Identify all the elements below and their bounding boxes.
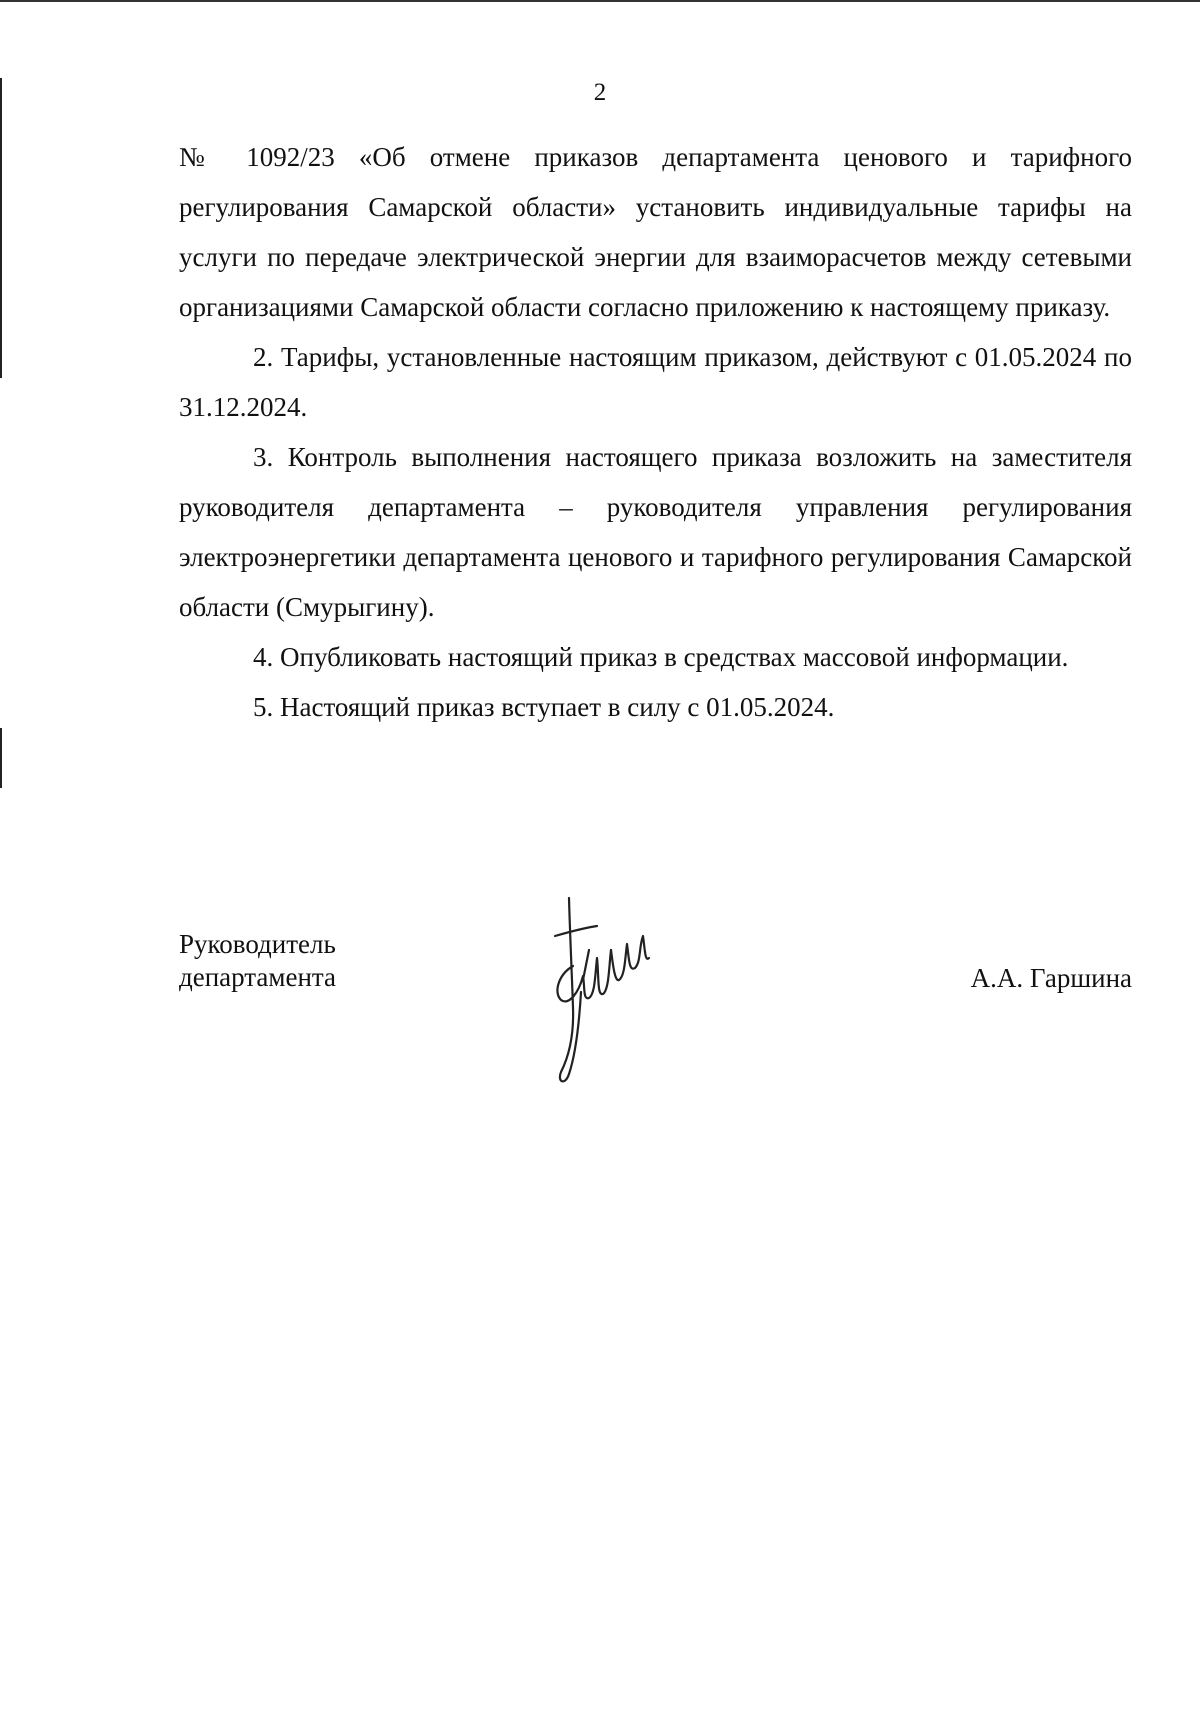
- paragraph-item-3: 3. Контроль выполнения настоящего приказа возложить на заместителя руководителя департамента – руководителя управления регулирования электроэнергетики департамента ценового и тарифного регулирования Самарской области (Смурыгину).: [179, 442, 1132, 622]
- paragraph-item-2: 2. Тарифы, установленные настоящим приказом, действуют с 01.05.2024 по 31.12.2024.: [179, 342, 1132, 422]
- paragraph-continuation: № 1092/23 «Об отмене приказов департамента ценового и тарифного регулирования Самарской области» установить индивидуальные тарифы на услуги по передаче электрической энергии для взаиморасчетов между сетевыми организациями Самарской области согласно приложению к настоящему приказу.: [179, 142, 1132, 322]
- paragraph-item-4: 4. Опубликовать настоящий приказ в средствах массовой информации.: [253, 642, 1069, 672]
- document-body: [179, 132, 1132, 732]
- signer-name: А.А. Гаршина: [970, 963, 1132, 993]
- page-number: 2: [593, 79, 607, 106]
- signer-position-line-2: департамента: [179, 962, 337, 992]
- scan-edge-mark: [0, 728, 2, 788]
- scan-edge-mark: [0, 78, 2, 378]
- scan-top-border: [0, 0, 1200, 2]
- signature-block: [179, 928, 1132, 1088]
- signer-position: [179, 928, 336, 994]
- paragraph-item-5: 5. Настоящий приказ вступает в силу с 01.05.2024.: [253, 692, 835, 722]
- signer-position-line-1: Руководитель: [179, 929, 336, 959]
- handwritten-signature: [539, 896, 669, 1086]
